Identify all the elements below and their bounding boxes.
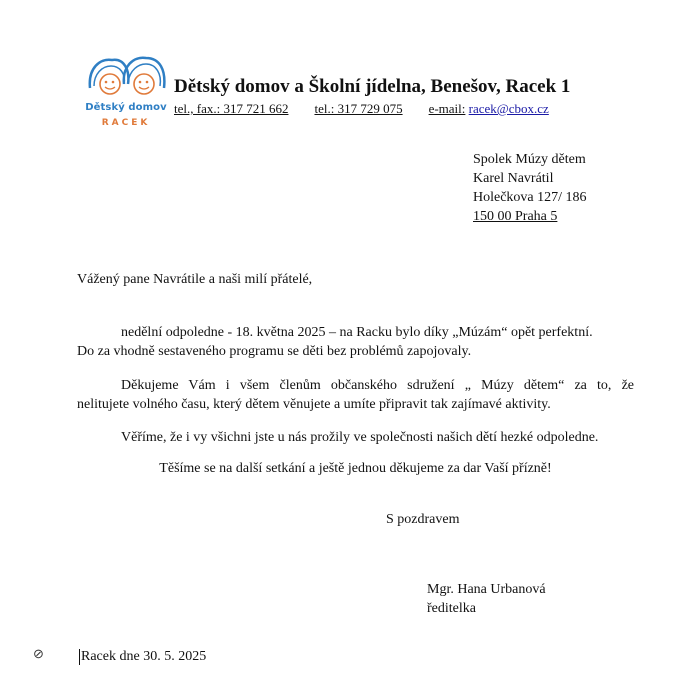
closing-greeting: S pozdravem [386,512,460,527]
signer-name: Mgr. Hana Urbanová [427,582,546,597]
paragraph-line: Věříme, že i vy všichni jste u nás prožily ve společnosti našich dětí hezké odpoledne. [121,430,599,445]
paragraph-line: Do za vhodně sestaveného programu se děti bez problémů zapojovaly. [77,344,472,359]
paragraph-1 [77,323,634,361]
logo-subname: RACEK [101,118,151,128]
paragraph-line: Těšíme se na další setkání a ještě jednou děkujeme za dar Vaší přízně! [159,461,552,476]
anchor-icon: ⊘ [33,646,44,661]
children-faces-icon [80,54,172,104]
organization-title: Dětský domov a Školní jídelna, Benešov, Racek 1 [174,76,571,97]
date-line: Racek dne 30. 5. 2025 [81,649,207,664]
logo-name: Dětský domov [85,102,167,113]
signer-title: ředitelka [427,601,476,616]
recipient-address [473,150,587,226]
contact-line [174,101,549,117]
paragraph-line: nelitujete volného času, který dětem věnujete a umíte připravit tak zajímavé aktivity. [77,397,551,412]
logo [80,54,172,134]
recipient-line: Holečkova 127/ 186 [473,190,587,205]
tel-fax: tel., fax.: 317 721 662 [174,101,289,116]
recipient-line: 150 00 Praha 5 [473,209,558,224]
email-label: e-mail: [428,101,466,116]
paragraph-4 [77,459,634,478]
tel: tel.: 317 729 075 [314,101,403,116]
email-link[interactable]: racek@cbox.cz [468,101,549,116]
paragraph-2 [77,376,634,414]
paragraph-line: nedělní odpoledne - 18. května 2025 – na Racku bylo díky „Múzám“ opět perfektní. [121,325,593,340]
signature-block [427,580,546,618]
paragraph-line: Děkujeme Vám i všem členům občanského sdružení „ Múzy dětem“ za to, že [121,378,634,393]
recipient-line: Spolek Múzy dětem [473,152,586,167]
salutation: Vážený pane Navrátile a naši milí přátelé, [77,272,313,287]
recipient-line: Karel Navrátil [473,171,554,186]
paragraph-3 [77,428,634,447]
